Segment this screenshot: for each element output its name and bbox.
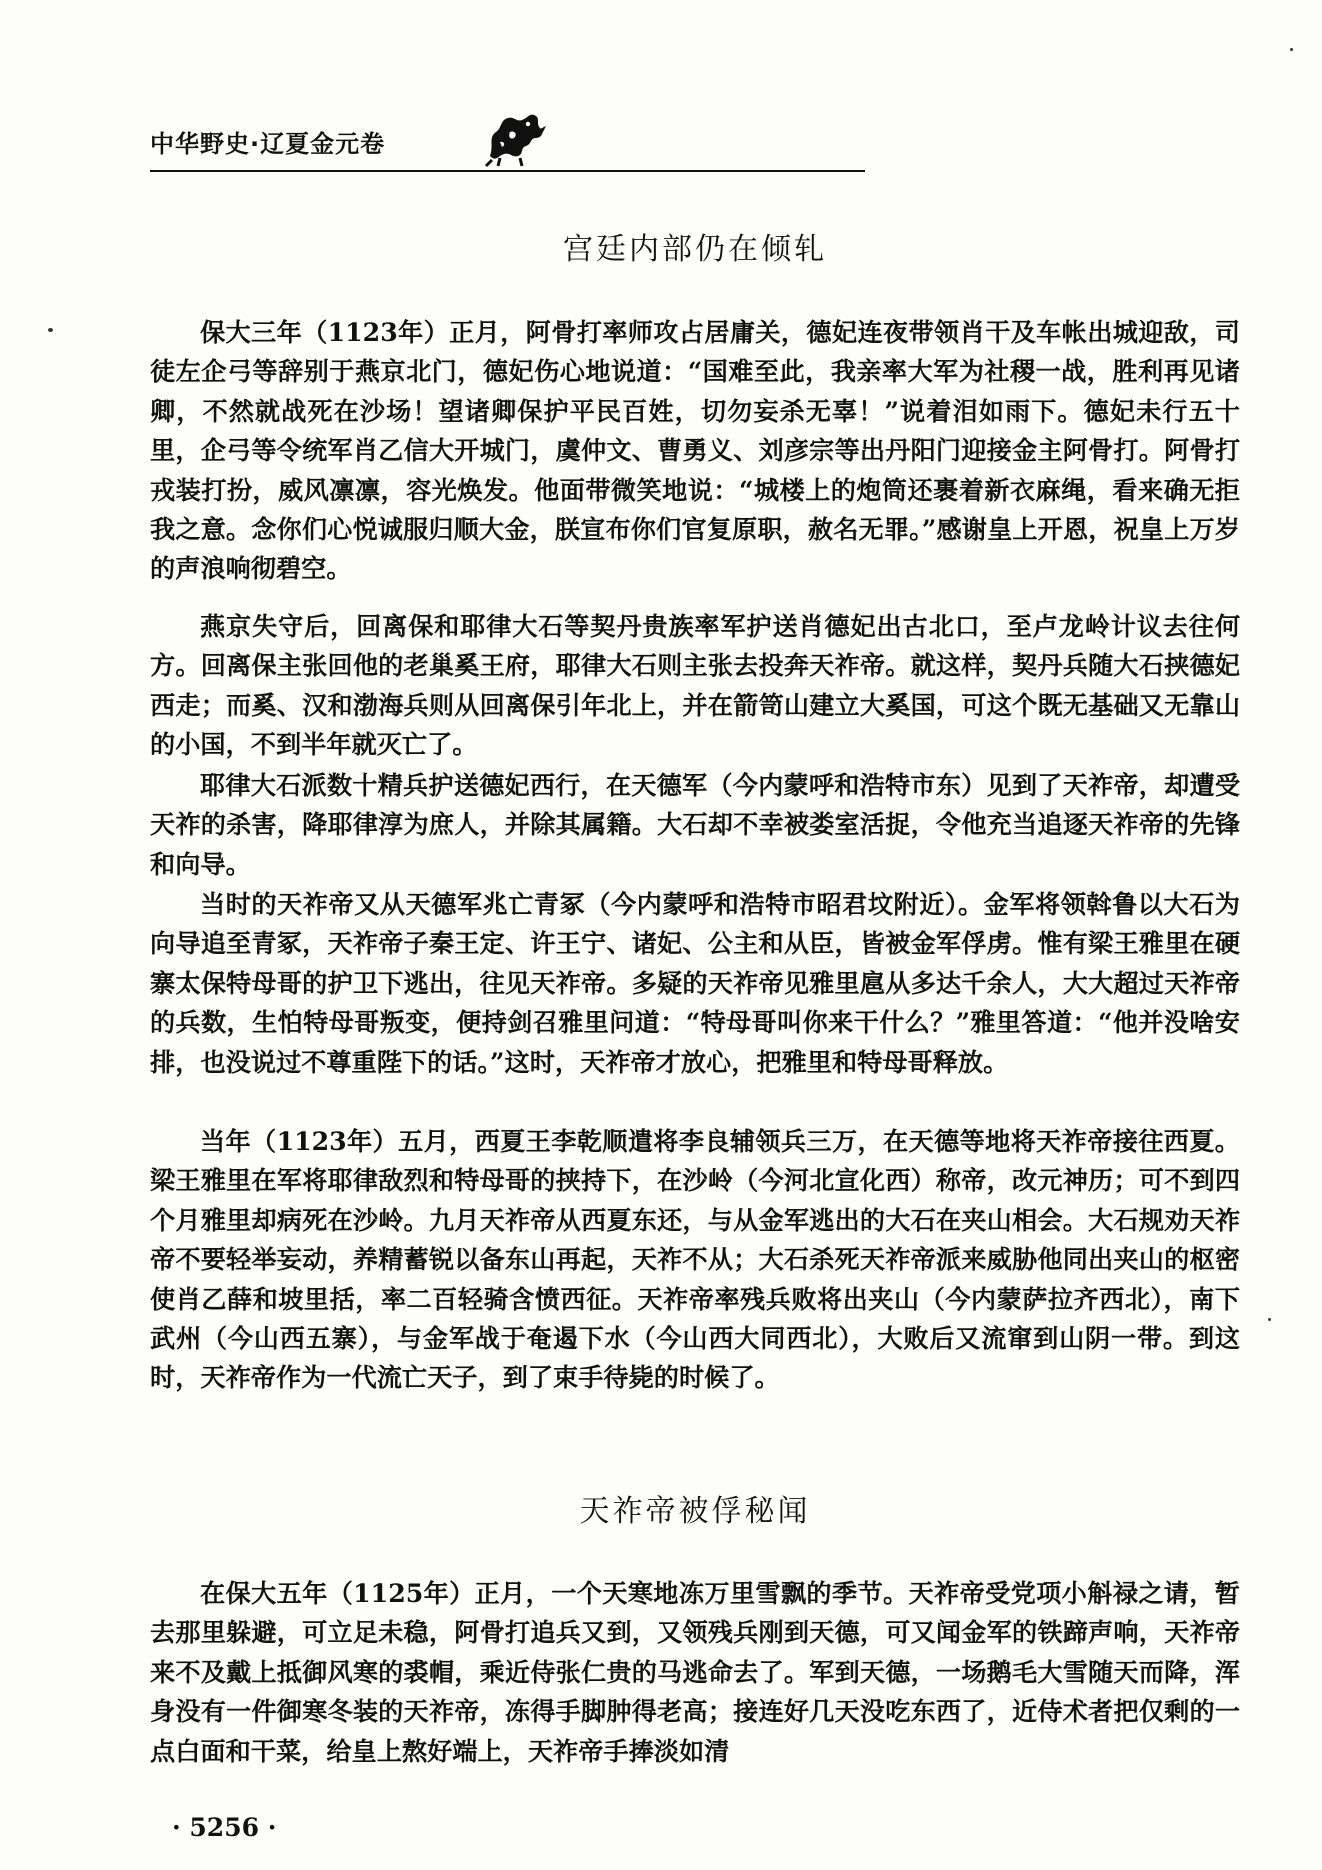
paragraph-2-1: 在保大五年（1125年）正月，一个天寒地冻万里雪飘的季节。天祚帝受党项小斛禄之请，暂去那里躲避，可立足未稳，阿骨打追兵又到，又领残兵刚到天德，可又闻金军的铁蹄声响，天祚帝来不及戴上抵御风寒的裘帽，乘近侍张仁贵的马逃命去了。军到天德，一场鹅毛大雪随天而降，浑身没有一件御寒冬装的天祚帝，冻得手脚肿得老高；接连好几天没吃东西了，近侍术者把仅剩的一点白面和干菜，给皇上熬好端上，天祚帝手捧淡如清	[150, 1578, 1240, 1766]
paragraph-1-2: 燕京失守后，回离保和耶律大石等契丹贵族率军护送肖德妃出古北口，至卢龙岭计议去往何方。回离保主张回他的老巢奚王府，耶律大石则主张去投奔天祚帝。就这样，契丹兵随大石挟德妃西走；而奚、汉和渤海兵则从回离保引年北上，并在箭笥山建立大奚国，可这个既无基础又无靠山的小国，不到半年就灭亡了。	[150, 611, 1240, 760]
scan-speck	[1290, 48, 1293, 51]
paragraph-1-3: 耶律大石派数十精兵护送德妃西行，在天德军（今内蒙呼和浩特市东）见到了天祚帝，却遭受天祚的杀害，降耶律淳为庶人，并除其属籍。大石却不幸被娄室活捉，令他充当追逐天祚帝的先锋和向导。	[150, 770, 1240, 879]
paragraph-1-4: 当时的天祚帝又从天德军兆亡青冢（今内蒙呼和浩特市昭君坟附近）。金军将领斡鲁以大石为向导追至青冢，天祚帝子秦王定、许王宁、诸妃、公主和从臣，皆被金军俘虏。惟有梁王雅里在硬寨太保特母哥的护卫下逃出，往见天祚帝。多疑的天祚帝见雅里扈从多达千余人，大大超过天祚帝的兵数，生怕特母哥叛变，便持剑召雅里问道：“特母哥叫你来干什么？”雅里答道：“他并没啥安排，也没说过不尊重陛下的话。”这时，天祚帝才放心，把雅里和特母哥释放。	[150, 889, 1240, 1077]
scan-speck	[1268, 1318, 1271, 1321]
section-heading-1: 宫廷内部仍在倾轧	[563, 232, 827, 267]
running-header	[150, 108, 865, 172]
scan-speck	[48, 328, 53, 332]
section-heading-2: 天祚帝被俘秘闻	[579, 1494, 811, 1529]
paragraph-1-5: 当年（1123年）五月，西夏王李乾顺遣将李良辅领兵三万，在天德等地将天祚帝接往西夏。梁王雅里在军将耶律敌烈和特母哥的挟持下，在沙岭（今河北宣化西）称帝，改元神历；可不到四个月雅里却病死在沙岭。九月天祚帝从西夏东还，与从金军逃出的大石在夹山相会。大石规劝天祚帝不要轻举妄动，养精蓄锐以备东山再起，天祚不从；大石杀死天祚帝派来威胁他同出夹山的枢密使肖乙薛和坡里括，率二百轻骑含愤西征。天祚帝率残兵败将出夹山（今内蒙萨拉齐西北），南下武州（今山西五寨），与金军战于奄遏下水（今山西大同西北），大败后又流窜到山阴一带。到这时，天祚帝作为一代流亡天子，到了束手待毙的时候了。	[150, 1126, 1240, 1393]
book-title: 中华野史·辽夏金元卷	[150, 130, 386, 158]
dragon-emblem-icon	[480, 108, 550, 168]
page-number: · 5256 ·	[172, 1813, 277, 1842]
paragraph-1-1: 保大三年（1123年）正月，阿骨打率师攻占居庸关，德妃连夜带领肖干及车帐出城迎敌，司徒左企弓等辞别于燕京北门，德妃伤心地说道：“国难至此，我亲率大军为社稷一战，胜利再见诸卿，不然就战死在沙场！望诸卿保护平民百姓，切勿妄杀无辜！”说着泪如雨下。德妃未行五十里，企弓等令统军肖乙信大开城门，虞仲文、曹勇义、刘彦宗等出丹阳门迎接金主阿骨打。阿骨打戎装打扮，威风凛凛，容光焕发。他面带微笑地说：“城楼上的炮筒还裹着新衣麻绳，看来确无拒我之意。念你们心悦诚服归顺大金，朕宣布你们官复原职，赦名无罪。”感谢皇上开恩，祝皇上万岁的声浪响彻碧空。	[150, 317, 1240, 584]
